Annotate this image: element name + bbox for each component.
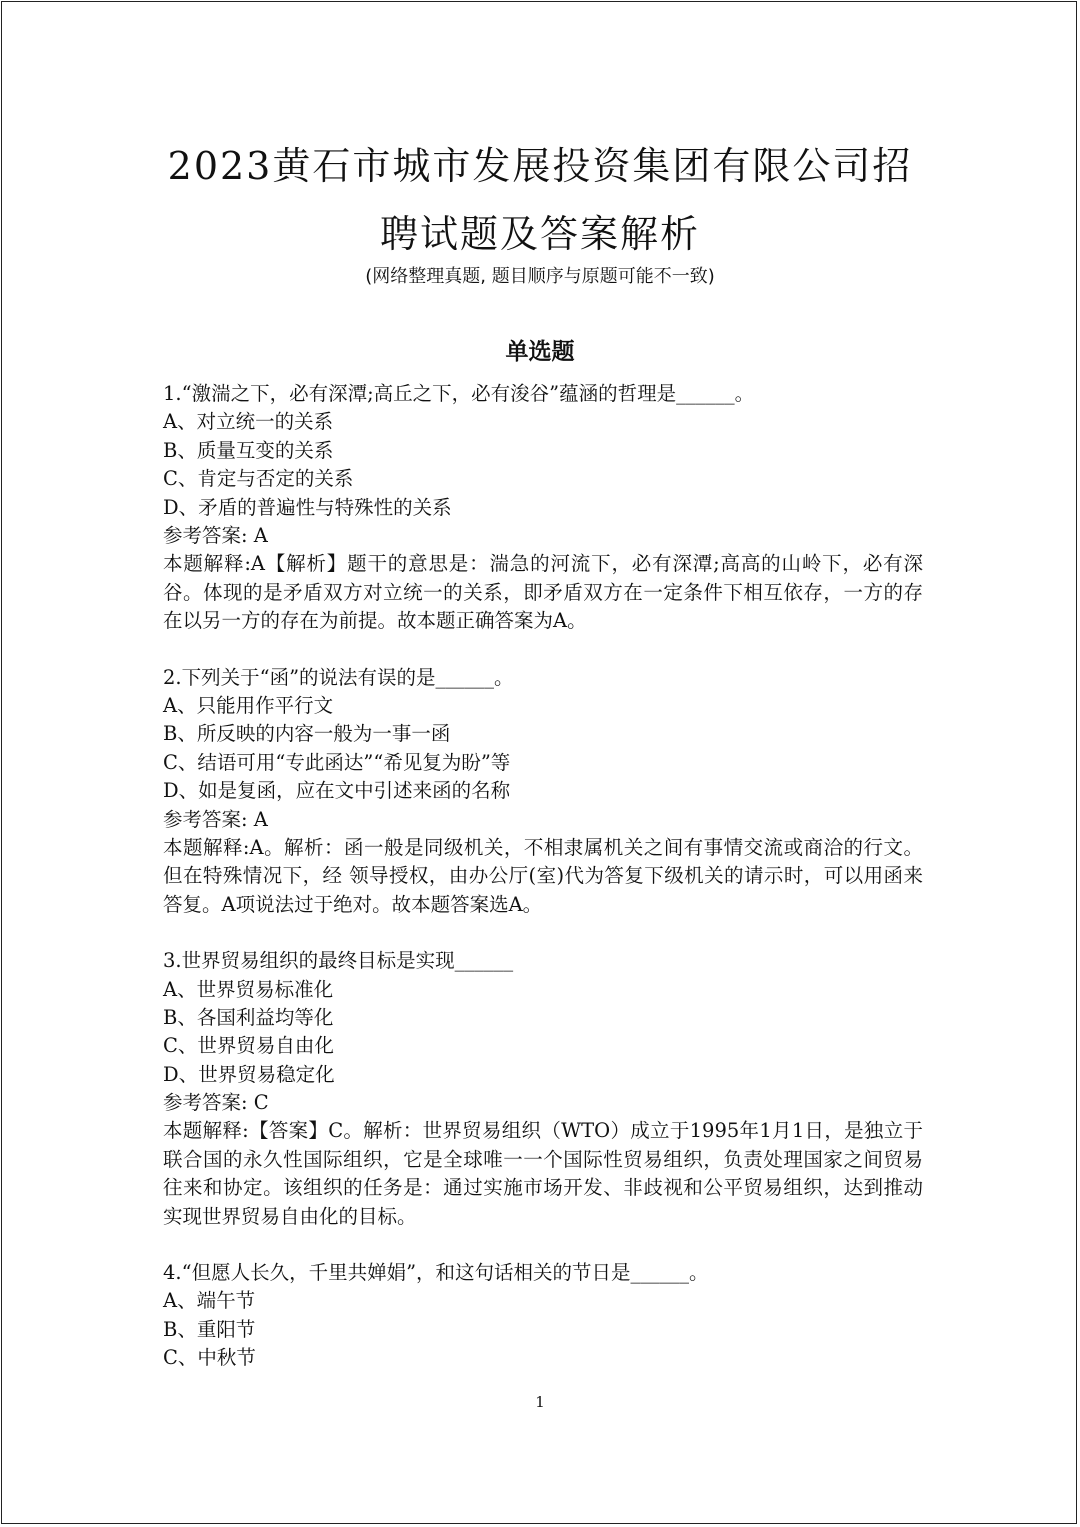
question-option: A、对立统一的关系: [163, 410, 334, 434]
question-item: [163, 664, 923, 920]
question-list: [163, 380, 923, 1401]
question-option: B、各国利益均等化: [163, 1005, 334, 1029]
document-title-line1: 2023黄石市城市发展投资集团有限公司招: [167, 144, 913, 188]
question-option: B、所反映的内容一般为一事一函: [163, 722, 451, 746]
question-option: C、世界贸易自由化: [163, 1034, 334, 1058]
question-explanation: 本题解释:A。解析：函一般是同级机关，不相隶属机关之间有事情交流或商洽的行文。但在特殊情况下，经 领导授权，由办公厅(室)代为答复下级机关的请示时，可以用函来答复。A项说法过于绝对。故本题答案选A。: [163, 835, 923, 916]
question-option: A、端午节: [163, 1289, 256, 1313]
question-option: C、肯定与否定的关系: [163, 467, 354, 491]
question-option: A、世界贸易标准化: [163, 977, 334, 1001]
question-option: C、结语可用“专此函达”“希见复为盼”等: [163, 750, 511, 774]
question-option: D、矛盾的普遍性与特殊性的关系: [163, 495, 452, 519]
question-option: B、重阳节: [163, 1317, 256, 1341]
question-item: [163, 947, 923, 1231]
question-item: [163, 1259, 923, 1373]
question-explanation: 本题解释:【答案】C。解析：世界贸易组织（WTO）成立于1995年1月1日，是独立于联合国的永久性国际组织，它是全球唯一一个国际性贸易组织，负责处理国家之间贸易往来和协定。该组织的任务是：通过实施市场开发、非歧视和公平贸易组织，达到推动实现世界贸易自由化的目标。: [163, 1119, 923, 1228]
question-stem: 3.世界贸易组织的最终目标是实现______: [163, 949, 514, 973]
page-number: 1: [535, 1393, 545, 1411]
question-answer: 参考答案: A: [163, 523, 268, 547]
section-title: 单选题: [505, 339, 575, 365]
question-option: A、只能用作平行文: [163, 693, 334, 717]
question-option: D、如是复函，应在文中引述来函的名称: [163, 779, 511, 803]
question-option: C、中秋节: [163, 1346, 256, 1370]
question-stem: 2.下列关于“函”的说法有误的是______。: [163, 665, 514, 689]
document-subtitle: (网络整理真题, 题目顺序与原题可能不一致): [365, 266, 715, 287]
question-stem: 4.“但愿人长久，千里共婵娟”，和这句话相关的节日是______。: [163, 1261, 709, 1285]
question-answer: 参考答案: A: [163, 807, 268, 831]
document-title-line2: 聘试题及答案解析: [379, 212, 700, 256]
question-option: B、质量互变的关系: [163, 438, 334, 462]
question-explanation: 本题解释:A【解析】题干的意思是：湍急的河流下，必有深潭;高高的山岭下，必有深谷。体现的是矛盾双方对立统一的关系，即矛盾双方在一定条件下相互依存，一方的存在以另一方的存在为前提。故本题正确答案为A。: [163, 552, 923, 633]
question-option: D、世界贸易稳定化: [163, 1062, 335, 1086]
question-stem: 1.“激湍之下，必有深潭;高丘之下，必有浚谷”蕴涵的哲理是______。: [163, 382, 755, 405]
question-answer: 参考答案: C: [163, 1091, 269, 1115]
question-item: [163, 380, 923, 636]
